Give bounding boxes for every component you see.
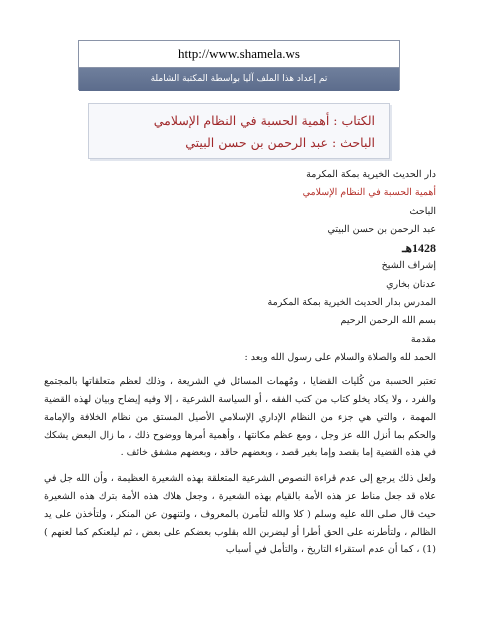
- author-line: الباحث : عبد الرحمن بن حسن البيتي: [185, 135, 375, 150]
- supervision-label: إشراف الشيخ: [381, 260, 436, 272]
- introduction-heading: مقدمة: [410, 333, 436, 345]
- website-url[interactable]: http://www.shamela.ws: [79, 41, 399, 68]
- publisher-line: دار الحديث الخيرية بمكة المكرمة: [306, 169, 436, 180]
- research-title: أهمية الحسبة في النظام الإسلامي: [302, 187, 436, 199]
- generated-note: تم إعداد هذا الملف آليا بواسطة المكتبة الشاملة: [79, 68, 399, 91]
- document-body: [44, 166, 436, 559]
- paragraph-2: ولعل ذلك يرجع إلى عدم قراءة النصوص الشرعية المتعلقة بهذه الشعيرة العظيمة ، وأن الله جل في علاه قد جعل مناط عز هذه الأمة بالقيام بهذه الشعيرة ، وجعل هلاك هذه الأمة بترك هذه الشعيرة حيث قال صلى الله عليه وسلم ( كلا والله لتأمرن بالمعروف ، ولتنهون عن المنكر ، ولتأخذن على يد الظالم ، ولتأطرنه على الحق أطرا أو ليضربن الله بقلوب بعضكم على بعض ، ثم ليلعنكم كما لعنهم )(1) ، كما أن عدم استقراء التاريخ ، والتأمل في أسباب: [44, 473, 436, 556]
- researcher-name: عبد الرحمن بن حسن البيتي: [327, 223, 436, 235]
- opening-praise: الحمد لله والصلاة والسلام على رسول الله وبعد :: [244, 351, 436, 363]
- paragraph-1: تعتبر الحسبة من كُليات القضايا ، ومُهمات المسائل في الشريعة ، وذلك لعظم متعلقاتها بالمجتمع والفرد ، ولا يكاد يخلو كتاب من كتب الفقه ، أو السياسة الشرعية ، إلا وفيه إيضاح وبيان لهذه القضية المهمة ، والتي هي جزء من النظام الإداري الإسلامي الأصيل المستق من نظام الخلافة والإمامة والحكم بما أنزل الله عز وجل ، ومع عظم مكانتها ، وأهمية أمرها ووضوح ذلك ، ما زال البعض يشكك في هذه القضية إما بقصد وإما بغير قصد ، وبعضهم حاقد ، وبعضهم مشفق خائف .: [44, 376, 436, 459]
- book-title-box: [88, 103, 390, 159]
- supervisor-title: المدرس بدار الحديث الخيرية بمكة المكرمة: [267, 297, 436, 309]
- year-line: 1428هـ: [402, 241, 436, 256]
- book-title: الكتاب : أهمية الحسبة في النظام الإسلامي: [153, 113, 375, 128]
- supervisor-name: عدنان بخاري: [386, 278, 436, 290]
- shamela-banner: [78, 40, 400, 90]
- basmala: بسم الله الرحمن الرحيم: [340, 315, 436, 327]
- researcher-label: الباحث: [409, 205, 436, 217]
